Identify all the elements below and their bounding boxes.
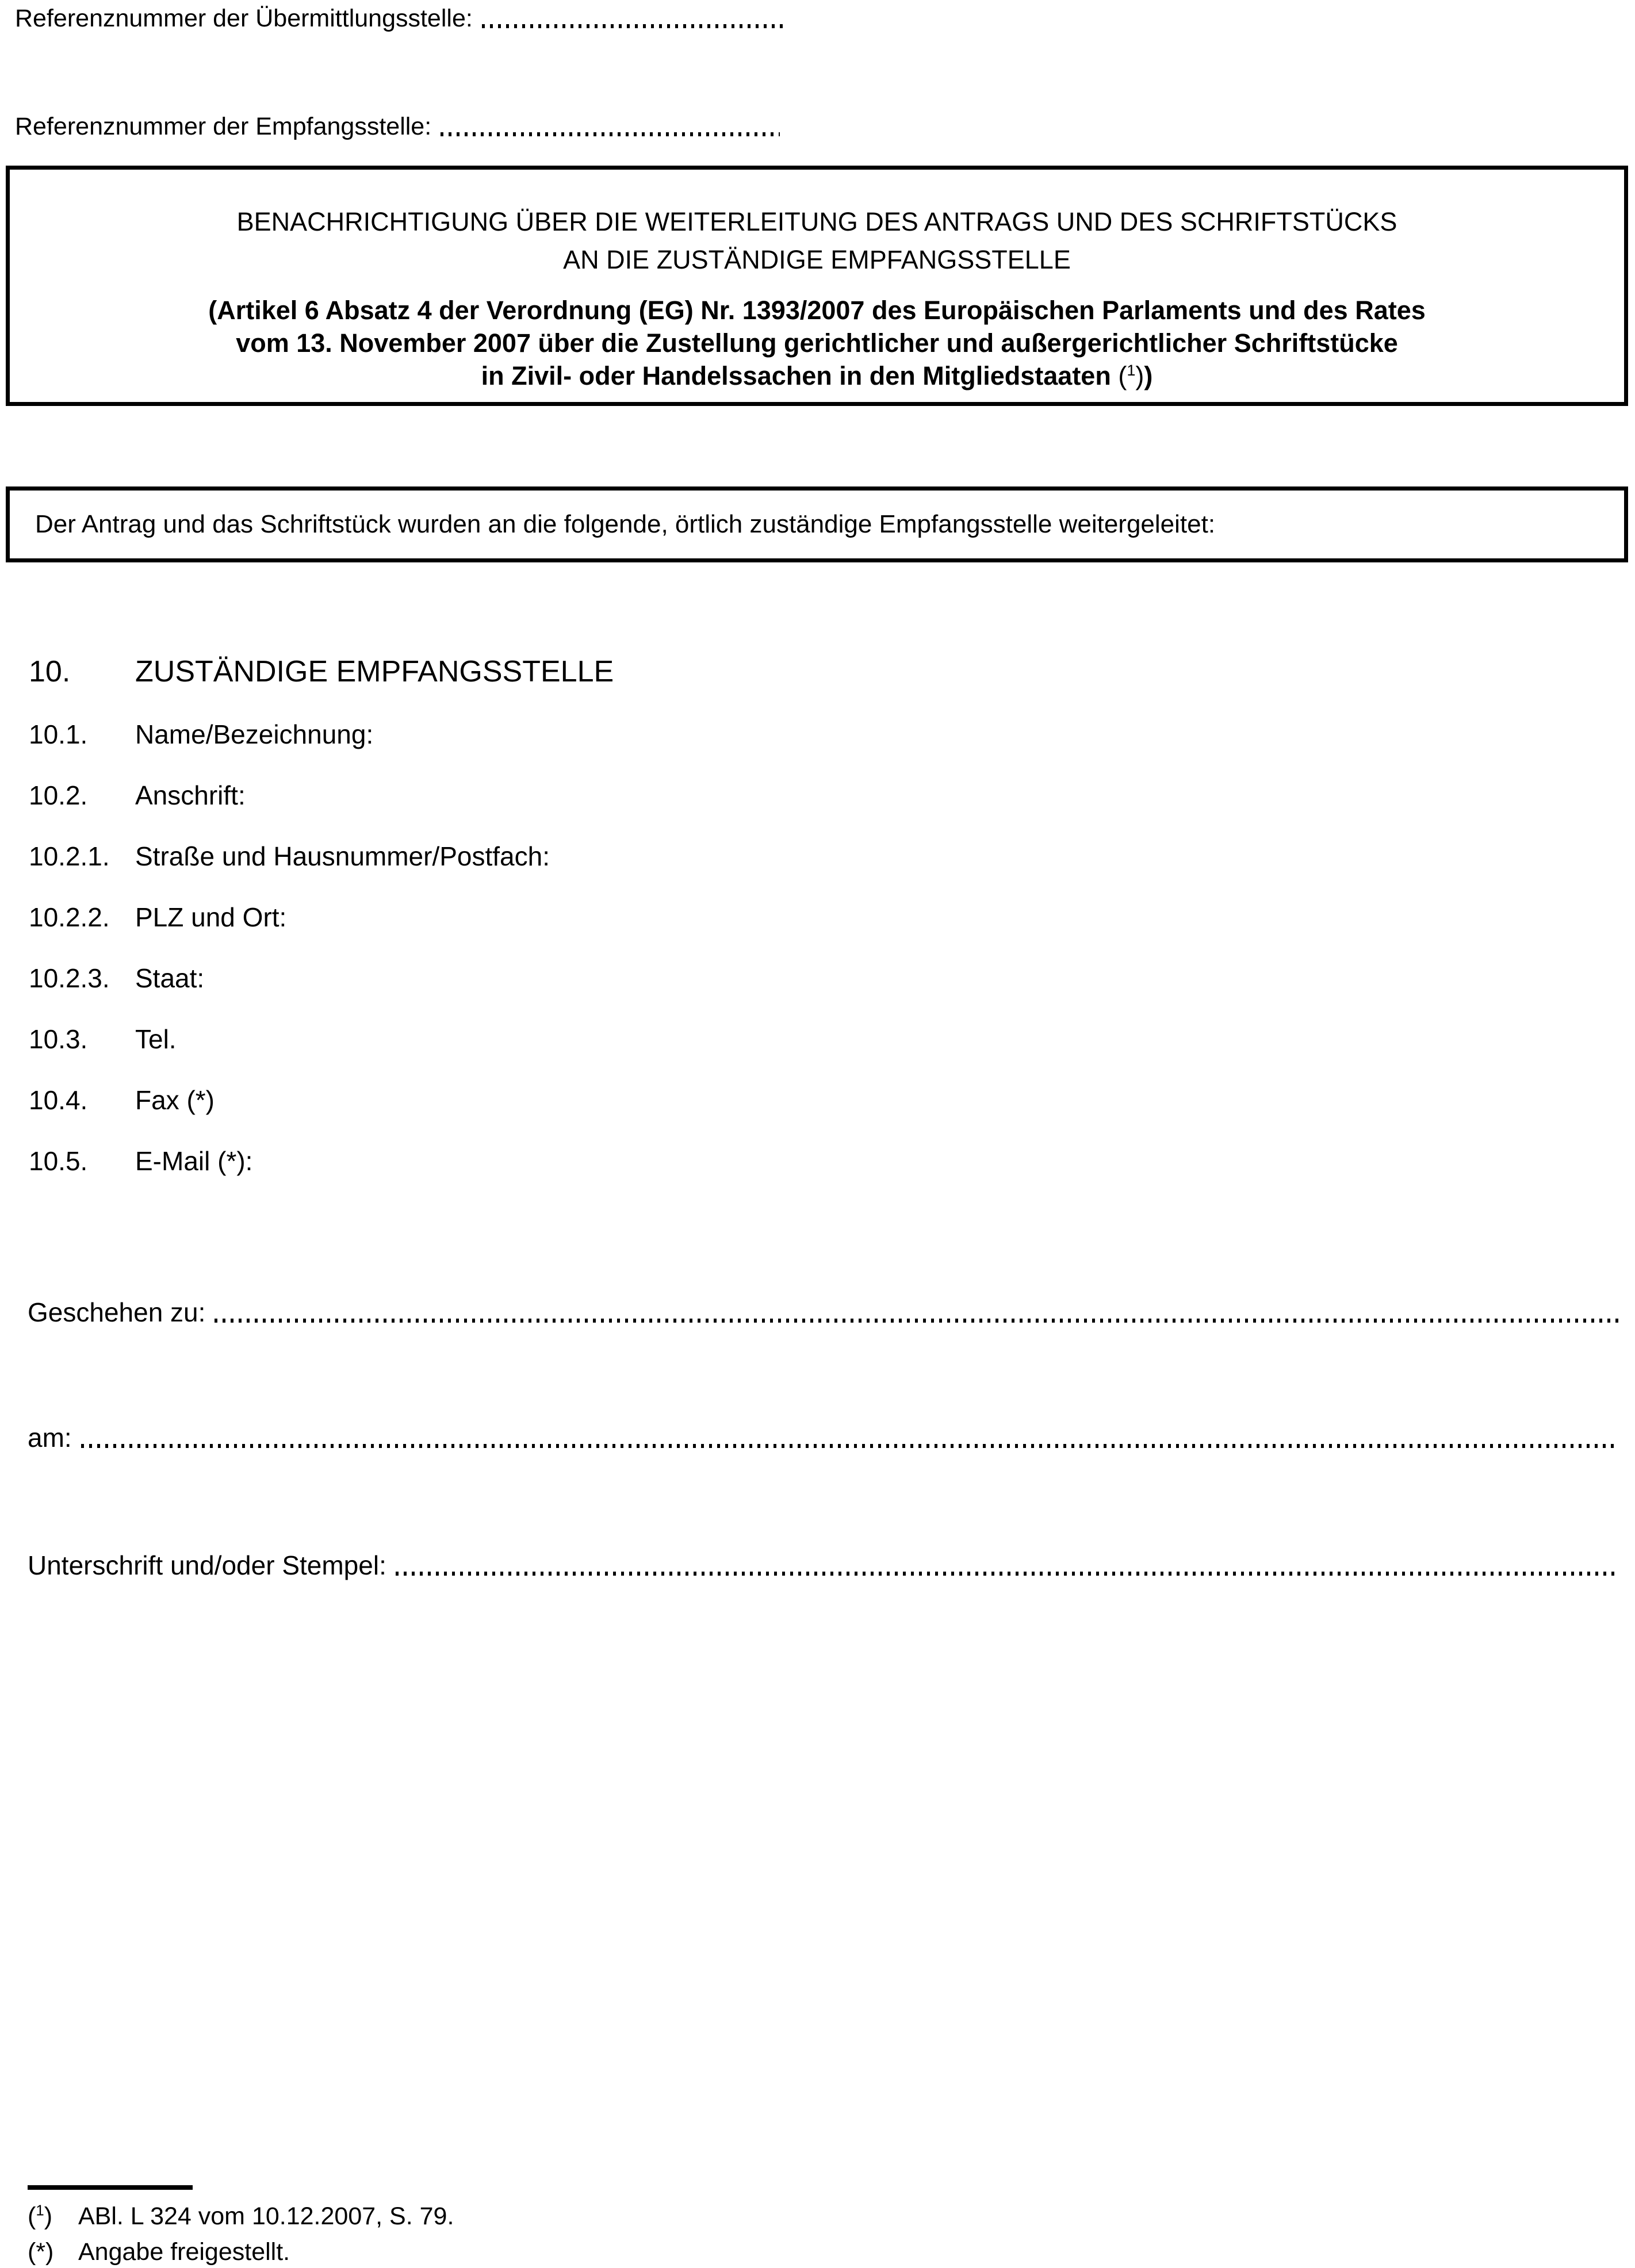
statement-box [6,486,1628,562]
section-item-row [29,1087,1600,1113]
footnote-2 [28,2239,1600,2265]
footnote-2-marker: (*) [28,2238,54,2266]
form-title-line-1: BENACHRICHTIGUNG ÜBER DIE WEITERLEITUNG DES ANTRAGS UND DES SCHRIFTSTÜCKS [236,207,1397,236]
form-title [56,203,1578,279]
item-label: Tel. [135,1024,177,1054]
ref-line-receiving-label: Referenznummer der Empfangsstelle: [15,113,432,140]
footnote-separator-rule [28,2185,193,2190]
section-list [29,657,1600,1174]
signature-line-place [28,1298,1619,1326]
dotted-blank-field [396,1572,1619,1576]
footnote-1-text: ABl. L 324 vom 10.12.2007, S. 79. [78,2202,454,2230]
item-label: Anschrift: [135,780,246,810]
item-number: 10.2.2. [29,902,110,932]
legal-basis-line-2: vom 13. November 2007 über die Zustellung gerichtlicher und außergerichtlicher Schriftstücke [236,328,1398,358]
item-label: Staat: [135,963,205,993]
ref-line-receiving-agency [15,114,780,140]
legal-basis-line-3: in Zivil- oder Handelssachen in den Mitgliedstaaten ($^1$)) [481,361,1153,390]
signature-line-stamp [28,1551,1619,1579]
item-label: Fax (*) [135,1085,215,1115]
legal-basis-line-1: (Artikel 6 Absatz 4 der Verordnung (EG) Nr. 1393/2007 des Europäischen Parlaments und des Rates [208,296,1426,325]
section-heading-row [29,657,1600,687]
section-item-row [29,965,1600,991]
signature-line-date [28,1424,1619,1451]
item-number: 10.1. [29,719,88,749]
footnote-1-marker: ($^1$) [28,2202,53,2230]
item-label: Straße und Hausnummer/Postfach: [135,841,550,871]
section-item-row [29,782,1600,809]
dotted-blank-field [482,24,786,28]
title-box [6,166,1628,406]
item-label: PLZ und Ort: [135,902,287,932]
dotted-blank-field [215,1319,1619,1323]
item-label: Name/Bezeichnung: [135,719,374,749]
legal-basis [56,294,1578,392]
statement-text: Der Antrag und das Schriftstück wurden an die folgende, örtlich zuständige Empfangsstelle weitergeleitet: [35,510,1216,538]
signature-place-label: Geschehen zu: [28,1297,206,1327]
item-number: 10.3. [29,1024,88,1054]
item-number: 10.4. [29,1085,88,1115]
item-number: 10.5. [29,1146,88,1176]
footnote-2-text: Angabe freigestellt. [78,2238,290,2266]
section-item-row [29,1148,1600,1174]
item-number: 10. [29,655,71,688]
section-item-row [29,721,1600,748]
item-label: ZUSTÄNDIGE EMPFANGSSTELLE [135,655,614,688]
item-number: 10.2.3. [29,963,110,993]
section-item-row [29,904,1600,930]
dotted-blank-field [441,132,780,136]
form-title-line-2: AN DIE ZUSTÄNDIGE EMPFANGSSTELLE [563,245,1071,274]
section-item-row [29,843,1600,869]
item-label: E-Mail (*): [135,1146,253,1176]
dotted-blank-field [81,1444,1619,1448]
signature-date-label: am: [28,1423,72,1453]
ref-line-transmitting-label: Referenznummer der Übermittlungsstelle: [15,5,473,32]
item-number: 10.2. [29,780,88,810]
signature-stamp-label: Unterschrift und/oder Stempel: [28,1550,386,1580]
footnote-reference-1: ($^1$) [1118,361,1144,390]
item-number: 10.2.1. [29,841,110,871]
ref-line-transmitting-agency [15,6,786,32]
section-item-row [29,1026,1600,1052]
footnote-1 [28,2204,1600,2229]
